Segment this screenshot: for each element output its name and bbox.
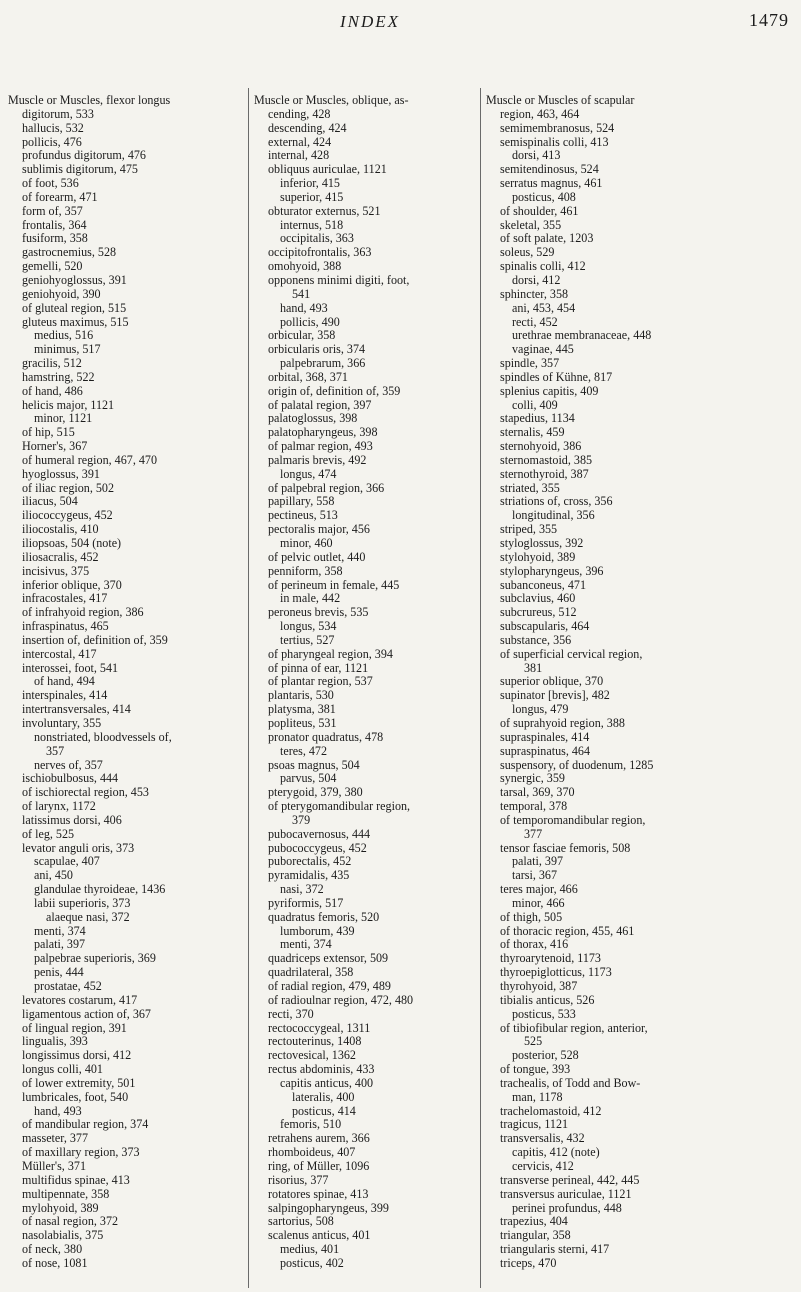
index-entry: striations of, cross, 356	[500, 494, 613, 509]
index-entry: menti, 374	[280, 937, 332, 952]
index-entry: of tongue, 393	[500, 1062, 571, 1077]
index-entry: stylohyoid, 389	[500, 549, 576, 564]
index-entry: of shoulder, 461	[500, 203, 579, 218]
index-entry: insertion of, definition of, 359	[22, 632, 168, 647]
index-entry: lumbricales, foot, 540	[22, 1089, 129, 1104]
index-entry: ligamentous action of, 367	[22, 1006, 151, 1021]
index-entry: masseter, 377	[22, 1131, 89, 1146]
index-entry: of lower extremity, 501	[22, 1075, 136, 1090]
index-entry: of temporomandibular region,	[500, 812, 646, 827]
index-entry: 377	[524, 826, 543, 841]
index-entry: hamstring, 522	[22, 369, 95, 384]
page-number: 1479	[749, 10, 789, 30]
index-entry: alaeque nasi, 372	[46, 909, 130, 924]
index-entry: internus, 518	[280, 217, 344, 232]
index-entry: of pinna of ear, 1121	[268, 660, 369, 675]
index-entry: form of, 357	[22, 203, 83, 218]
index-entry: longus colli, 401	[22, 1062, 103, 1077]
index-entry: spindles of Kühne, 817	[500, 369, 613, 384]
index-entry: scalenus anticus, 401	[268, 1228, 371, 1243]
index-entry: of infrahyoid region, 386	[22, 605, 144, 620]
index-entry: longus, 534	[280, 619, 337, 634]
index-entry: puborectalis, 452	[268, 854, 352, 869]
index-entry: pterygoid, 379, 380	[268, 785, 363, 800]
index-entry: of thoracic region, 455, 461	[500, 923, 635, 938]
index-entry: triangular, 358	[500, 1228, 571, 1243]
index-entry: sternohyoid, 386	[500, 439, 582, 454]
index-entry: obliquus auriculae, 1121	[268, 162, 387, 177]
index-entry: tarsal, 369, 370	[500, 785, 575, 800]
index-entry: striated, 355	[500, 480, 560, 495]
index-entry: rectouterinus, 1408	[268, 1034, 362, 1049]
index-entry: of thigh, 505	[500, 909, 563, 924]
index-entry: sartorius, 508	[268, 1214, 334, 1229]
index-entry: of soft palate, 1203	[500, 231, 594, 246]
index-entry: subclavius, 460	[500, 591, 576, 606]
index-entry: pubocavernosus, 444	[268, 826, 371, 841]
index-entry: latissimus dorsi, 406	[22, 812, 122, 827]
index-entry: interossei, foot, 541	[22, 660, 119, 675]
index-entry: rotatores spinae, 413	[268, 1186, 369, 1201]
index-entry: penis, 444	[34, 965, 84, 980]
index-entry: posterior, 528	[512, 1048, 579, 1063]
index-entry: longitudinal, 356	[512, 508, 595, 523]
index-entry: tibialis anticus, 526	[500, 992, 595, 1007]
index-entry: occipitalis, 363	[280, 231, 354, 246]
index-entry: colli, 409	[512, 397, 558, 412]
index-entry: triceps, 470	[500, 1255, 557, 1270]
index-entry: levatores costarum, 417	[22, 992, 138, 1007]
index-entry: 357	[46, 743, 65, 758]
index-entry: geniohyoglossus, 391	[22, 272, 127, 287]
index-entry: popliteus, 531	[268, 715, 337, 730]
index-entry: superior, 415	[280, 189, 344, 204]
index-entry: palati, 397	[34, 937, 86, 952]
index-entry: trapezius, 404	[500, 1214, 568, 1229]
index-entry: recti, 452	[512, 314, 558, 329]
index-entry: Muscle or Muscles, flexor longus	[8, 93, 171, 107]
index-entry: stylopharyngeus, 396	[500, 563, 604, 578]
index-entry: recti, 370	[268, 1006, 314, 1021]
index-entry: cervicis, 412	[512, 1158, 574, 1173]
index-entry: of palatal region, 397	[268, 397, 372, 412]
index-entry: tragicus, 1121	[500, 1117, 569, 1132]
index-entry: internal, 428	[268, 148, 330, 163]
index-entry: of humeral region, 467, 470	[22, 452, 158, 467]
index-entry: gastrocnemius, 528	[22, 245, 117, 260]
index-entry: of larynx, 1172	[22, 799, 96, 814]
index-entry: inferior, 415	[280, 176, 340, 191]
index-entry: infracostales, 417	[22, 591, 108, 606]
index-entry: quadratus femoris, 520	[268, 909, 380, 924]
index-entry: pollicis, 476	[22, 134, 82, 149]
index-entry: ischiobulbosus, 444	[22, 771, 119, 786]
index-entry: of foot, 536	[22, 176, 79, 191]
index-entry: sternothyroid, 387	[500, 466, 589, 481]
index-entry: salpingopharyngeus, 399	[268, 1200, 389, 1215]
index-entry: of pterygomandibular region,	[268, 799, 411, 814]
index-entry: in male, 442	[280, 591, 341, 606]
index-entry: minor, 460	[280, 536, 333, 550]
index-entry: omohyoid, 388	[268, 259, 342, 274]
index-entry: of pelvic outlet, 440	[268, 549, 366, 564]
index-entry: intercostal, 417	[22, 646, 97, 661]
index-entry: of neck, 380	[22, 1242, 83, 1257]
index-entry: papillary, 558	[268, 494, 335, 509]
index-entry: origin of, definition of, 359	[268, 383, 401, 398]
index-entry: of nose, 1081	[22, 1255, 88, 1270]
index-entry: hand, 493	[34, 1103, 82, 1118]
index-entry: medius, 516	[34, 328, 94, 343]
index-entry: nasolabialis, 375	[22, 1228, 104, 1243]
page-header	[0, 8, 801, 38]
index-entry: tarsi, 367	[512, 868, 558, 883]
index-entry: semispinalis colli, 413	[500, 134, 609, 149]
index-entry: dorsi, 412	[512, 272, 561, 287]
column-divider	[248, 88, 249, 1288]
index-entry: infraspinatus, 465	[22, 619, 109, 634]
index-entry: Horner's, 367	[22, 439, 88, 454]
index-entry: rectovesical, 1362	[268, 1048, 356, 1063]
index-entry: palpebrarum, 366	[280, 356, 366, 371]
index-entry: frontalis, 364	[22, 217, 87, 232]
index-entry: vaginae, 445	[512, 342, 574, 357]
index-entry: 381	[524, 660, 543, 675]
index-entry: pectoralis major, 456	[268, 522, 370, 537]
index-entry: external, 424	[268, 134, 332, 149]
index-entry: synergic, 359	[500, 771, 565, 786]
index-entry: palpebrae superioris, 369	[34, 951, 156, 966]
index-entry: multipennate, 358	[22, 1186, 110, 1201]
index-entry: plantaris, 530	[268, 688, 334, 703]
index-entry: parvus, 504	[280, 771, 337, 786]
index-entry: prostatae, 452	[34, 979, 102, 993]
index-entry: trachelomastoid, 412	[500, 1103, 602, 1118]
index-entry: posticus, 408	[512, 189, 576, 204]
index-entry: sublimis digitorum, 475	[22, 162, 138, 177]
index-entry: hallucis, 532	[22, 120, 84, 135]
index-entry: digitorum, 533	[22, 106, 94, 121]
index-entry: pubococcygeus, 452	[268, 840, 367, 855]
index-entry: teres major, 466	[500, 882, 578, 897]
index-entry: of palpebral region, 366	[268, 480, 385, 495]
index-entry: iliosacralis, 452	[22, 549, 99, 564]
index-entry: thyrohyoid, 387	[500, 979, 578, 993]
index-entry: striped, 355	[500, 522, 558, 537]
index-entry: skeletal, 355	[500, 217, 562, 232]
index-entry: gluteus maximus, 515	[22, 314, 129, 329]
index-entry: labii superioris, 373	[34, 895, 131, 910]
index-entry: obturator externus, 521	[268, 203, 381, 218]
index-entry: scapulae, 407	[34, 854, 100, 869]
index-entry: opponens minimi digiti, foot,	[268, 272, 410, 287]
index-entry: supinator [brevis], 482	[500, 688, 610, 703]
index-entry: minor, 466	[512, 895, 565, 910]
index-entry: subanconeus, 471	[500, 577, 586, 592]
index-entry: quadriceps extensor, 509	[268, 951, 389, 966]
running-title: INDEX	[340, 12, 401, 31]
index-entry: palatopharyngeus, 398	[268, 425, 378, 440]
index-entry: platysma, 381	[268, 702, 336, 717]
index-entry: peroneus brevis, 535	[268, 605, 369, 620]
index-entry: teres, 472	[280, 743, 328, 758]
index-entry: of plantar region, 537	[268, 674, 373, 689]
index-entry: nonstriated, bloodvessels of,	[34, 729, 172, 744]
index-entry: geniohyoid, 390	[22, 286, 101, 301]
index-entry: orbital, 368, 371	[268, 369, 348, 384]
index-entry: palatoglossus, 398	[268, 411, 358, 426]
index-entry: tertius, 527	[280, 632, 335, 647]
index-entry: serratus magnus, 461	[500, 176, 603, 191]
index-entry: interspinales, 414	[22, 688, 108, 703]
index-entry: retrahens aurem, 366	[268, 1131, 370, 1146]
index-entry: orbicular, 358	[268, 328, 336, 343]
index-entry: medius, 401	[280, 1242, 340, 1257]
index-entry: menti, 374	[34, 923, 86, 938]
index-entry: triangularis sterni, 417	[500, 1242, 610, 1257]
index-entry: quadrilateral, 358	[268, 965, 354, 980]
index-entry: minimus, 517	[34, 342, 101, 357]
index-entry: sternalis, 459	[500, 425, 565, 440]
index-entry: femoris, 510	[280, 1117, 342, 1132]
index-entry: transverse perineal, 442, 445	[500, 1172, 640, 1187]
index-entry: iliopsoas, 504 (note)	[22, 536, 122, 550]
index-entry: levator anguli oris, 373	[22, 840, 135, 855]
index-entry: iliococcygeus, 452	[22, 508, 113, 523]
index-entry: tensor fasciae femoris, 508	[500, 840, 631, 855]
index-entry: trachealis, of Todd and Bow-	[500, 1075, 641, 1090]
index-entry: region, 463, 464	[500, 106, 580, 121]
index-entry: nerves of, 357	[34, 757, 103, 772]
index-entry: pollicis, 490	[280, 314, 340, 329]
index-entry: substance, 356	[500, 632, 572, 647]
index-entry: pronator quadratus, 478	[268, 729, 384, 744]
index-entry: posticus, 533	[512, 1006, 576, 1021]
index-entry: splenius capitis, 409	[500, 383, 599, 398]
index-entry: lumborum, 439	[280, 923, 355, 938]
index-entry: ani, 453, 454	[512, 300, 576, 315]
index-entry: of lingual region, 391	[22, 1020, 127, 1035]
index-entry: capitis anticus, 400	[280, 1075, 374, 1090]
index-entry: of iliac region, 502	[22, 480, 115, 495]
index-entry: thyroepiglotticus, 1173	[500, 965, 612, 980]
index-entry: 379	[292, 812, 311, 827]
index-entry: Müller's, 371	[22, 1158, 86, 1173]
index-entry: capitis, 412 (note)	[512, 1145, 600, 1160]
index-entry: subcrureus, 512	[500, 605, 577, 620]
index-entry: mylohyoid, 389	[22, 1200, 99, 1215]
index-entry: of hand, 494	[34, 674, 95, 689]
index-entry: palmaris brevis, 492	[268, 452, 367, 467]
index-entry: man, 1178	[512, 1089, 563, 1104]
index-entry: of superficial cervical region,	[500, 646, 643, 661]
index-entry: gracilis, 512	[22, 356, 82, 371]
index-entry: styloglossus, 392	[500, 536, 584, 550]
index-entry: palati, 397	[512, 854, 564, 869]
index-entry: ring, of Müller, 1096	[268, 1158, 370, 1173]
index-entry: descending, 424	[268, 120, 347, 135]
index-entry: of leg, 525	[22, 826, 75, 841]
index-entry: sphincter, 358	[500, 286, 569, 301]
index-entry: of pharyngeal region, 394	[268, 646, 393, 661]
index-entry: rectus abdominis, 433	[268, 1062, 375, 1077]
index-entry: rhomboideus, 407	[268, 1145, 356, 1160]
index-entry: of maxillary region, 373	[22, 1145, 140, 1160]
index-entry: inferior oblique, 370	[22, 577, 122, 592]
index-entry: lateralis, 400	[292, 1089, 355, 1104]
index-entry: of forearm, 471	[22, 189, 98, 204]
index-entry: transversalis, 432	[500, 1131, 585, 1146]
index-entry: intertransversales, 414	[22, 702, 131, 717]
index-entry: soleus, 529	[500, 245, 555, 260]
index-entry: cending, 428	[268, 106, 331, 121]
index-entry: supraspinatus, 464	[500, 743, 591, 758]
index-entry: helicis major, 1121	[22, 397, 115, 412]
index-entry: of thorax, 416	[500, 937, 569, 952]
index-entry: nasi, 372	[280, 882, 324, 897]
index-entry: longissimus dorsi, 412	[22, 1048, 132, 1063]
index-entry: suspensory, of duodenum, 1285	[500, 757, 654, 772]
index-entry: iliocostalis, 410	[22, 522, 99, 537]
index-entry: hand, 493	[280, 300, 328, 315]
index-entry: of suprahyoid region, 388	[500, 715, 625, 730]
index-entry: rectococcygeal, 1311	[268, 1020, 371, 1035]
index-entry: iliacus, 504	[22, 494, 78, 509]
index-entry: penniform, 358	[268, 563, 343, 578]
index-column-2	[254, 94, 490, 1271]
index-entry: orbicularis oris, 374	[268, 342, 366, 357]
index-entry: incisivus, 375	[22, 563, 90, 578]
index-entry: perinei profundus, 448	[512, 1200, 622, 1215]
index-entry: of palmar region, 493	[268, 439, 373, 454]
index-entry: involuntary, 355	[22, 715, 102, 730]
index-entry: spindle, 357	[500, 356, 560, 371]
index-entry: semitendinosus, 524	[500, 162, 599, 177]
index-entry: pyramidalis, 435	[268, 868, 350, 883]
index-entry: supraspinales, 414	[500, 729, 590, 744]
index-entry: profundus digitorum, 476	[22, 148, 146, 163]
index-entry: glandulae thyroideae, 1436	[34, 882, 166, 897]
index-entry: of perineum in female, 445	[268, 577, 400, 592]
index-entry: temporal, 378	[500, 799, 568, 814]
index-entry: hyoglossus, 391	[22, 466, 100, 481]
index-entry: dorsi, 413	[512, 148, 561, 163]
index-entry: of nasal region, 372	[22, 1214, 119, 1229]
index-entry: fusiform, 358	[22, 231, 88, 246]
index-entry: of radial region, 479, 489	[268, 979, 391, 993]
index-entry: 541	[292, 286, 311, 301]
index-entry: psoas magnus, 504	[268, 757, 360, 772]
index-entry: of radioulnar region, 472, 480	[268, 992, 414, 1007]
index-entry: of mandibular region, 374	[22, 1117, 149, 1132]
index-entry: Muscle or Muscles of scapular	[486, 93, 635, 107]
index-entry: pectineus, 513	[268, 508, 338, 523]
index-entry: of gluteal region, 515	[22, 300, 127, 315]
index-entry: of hip, 515	[22, 425, 75, 440]
index-entry: spinalis colli, 412	[500, 259, 586, 274]
index-entry: of hand, 486	[22, 383, 83, 398]
index-entry: lingualis, 393	[22, 1034, 88, 1049]
index-column-1	[8, 94, 244, 1271]
index-entry: ani, 450	[34, 868, 73, 883]
index-entry: of tibiofibular region, anterior,	[500, 1020, 648, 1035]
index-entry: sternomastoid, 385	[500, 452, 593, 467]
index-entry: longus, 479	[512, 702, 569, 717]
index-entry: Muscle or Muscles, oblique, as-	[254, 93, 409, 107]
index-entry: stapedius, 1134	[500, 411, 575, 426]
index-entry: multifidus spinae, 413	[22, 1172, 130, 1187]
index-entry: urethrae membranaceae, 448	[512, 328, 652, 343]
index-entry: of ischiorectal region, 453	[22, 785, 149, 800]
index-entry: pyriformis, 517	[268, 895, 344, 910]
index-entry: posticus, 414	[292, 1103, 356, 1118]
index-entry: risorius, 377	[268, 1172, 329, 1187]
index-column-3	[486, 94, 736, 1271]
index-entry: gemelli, 520	[22, 259, 83, 274]
index-entry: superior oblique, 370	[500, 674, 604, 689]
index-entry: semimembranosus, 524	[500, 120, 615, 135]
index-entry: subscapularis, 464	[500, 619, 590, 634]
index-entry: minor, 1121	[34, 411, 93, 426]
index-entry: longus, 474	[280, 466, 337, 481]
index-entry: posticus, 402	[280, 1255, 344, 1270]
index-entry: transversus auriculae, 1121	[500, 1186, 632, 1201]
index-entry: occipitofrontalis, 363	[268, 245, 372, 260]
index-entry: thyroarytenoid, 1173	[500, 951, 601, 966]
index-entry: 525	[524, 1034, 543, 1049]
